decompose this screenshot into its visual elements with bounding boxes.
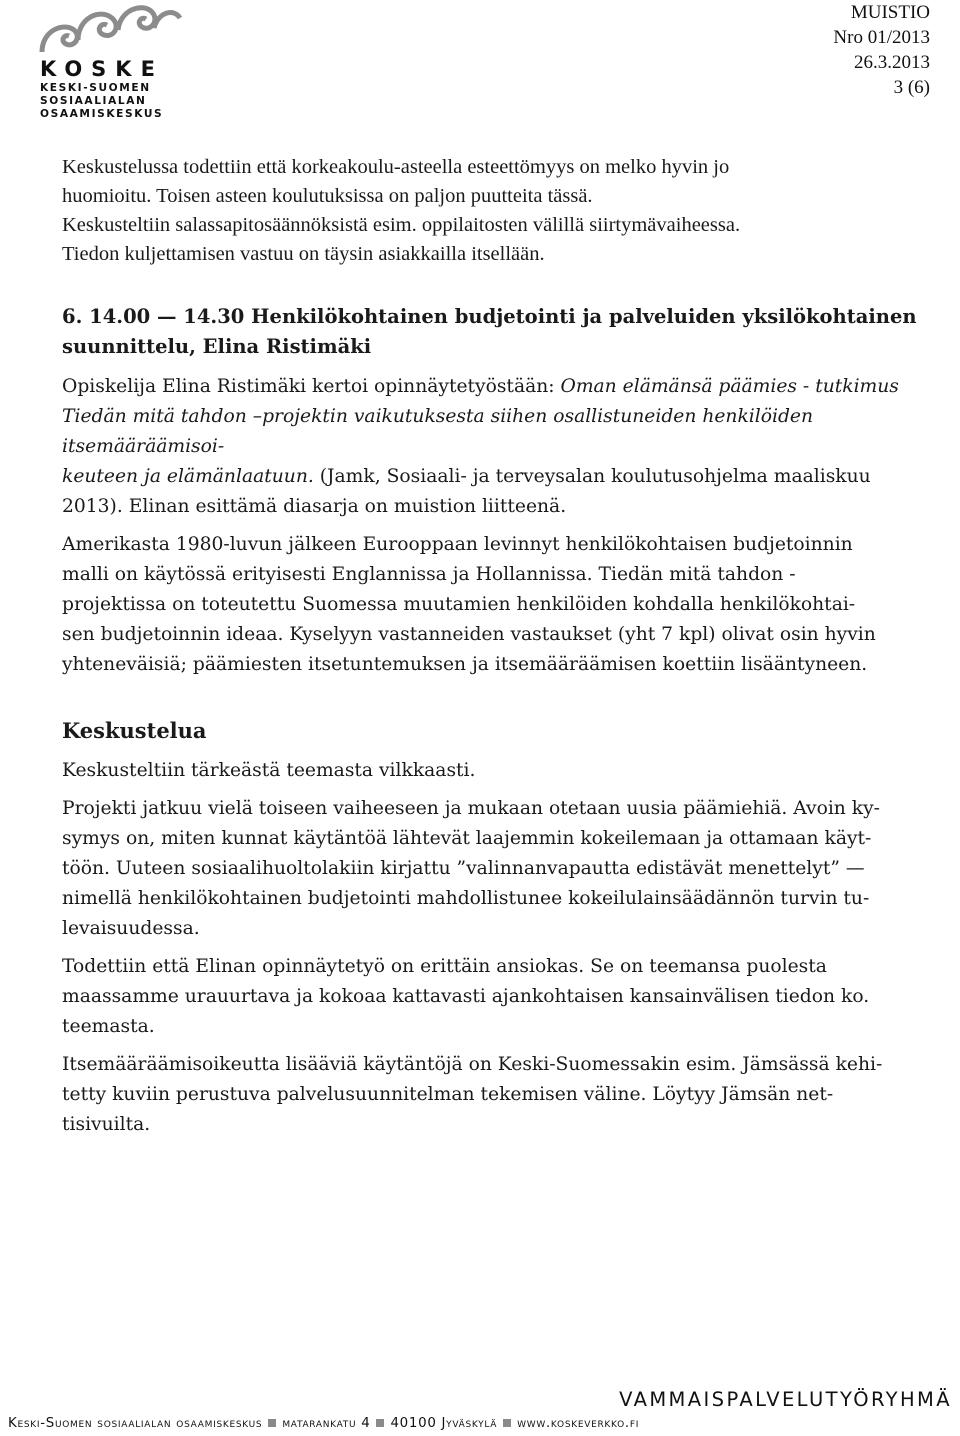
logo-name: KOSKE — [40, 57, 164, 81]
s6-p1-text-3: 2013). Elinan esittämä diasarja on muistion liitteenä. — [62, 496, 567, 517]
logo-subtitle-3: OSAAMISKESKUS — [40, 108, 164, 120]
d-p3-line2: maassamme urauurtava ja kokoaa kattavasti ajankohtaisen kansainvälisen tiedon ko. — [62, 986, 870, 1007]
d-p3-line1: Todettiin että Elinan opinnäytetyö on erittäin ansiokas. Se on teemansa puolesta — [62, 956, 827, 977]
document-header — [833, 0, 930, 100]
section-6-paragraph-2 — [62, 530, 932, 680]
intro-paragraph-1 — [62, 153, 932, 211]
d-p3-line3: teemasta. — [62, 1016, 155, 1037]
document-date: 26.3.2013 — [854, 52, 930, 73]
footer-org: Keski-Suomen sosiaalialan osaamiskeskus — [8, 1416, 263, 1431]
s6-p2-line1: Amerikasta 1980-luvun jälkeen Eurooppaan levinnyt henkilökohtaisen budjetoinnin — [62, 534, 853, 555]
discussion-paragraph-2 — [62, 794, 932, 944]
footer-city: 40100 Jyväskylä — [390, 1416, 498, 1431]
s6-p2-line2: malli on käytössä erityisesti Englannissa ja Hollannissa. Tiedän mitä tahdon - — [62, 564, 796, 585]
d-p2-line4: nimellä henkilökohtainen budjetointi mahdollistunee kokeilulainsäädännön turvin tu- — [62, 888, 870, 909]
intro-p2-line2: Tiedon kuljettamisen vastuu on täysin asiakkailla itsellään. — [62, 243, 545, 265]
intro-p1-line1: Keskustelussa todettiin että korkeakoulu-asteella esteettömyys on melko hyvin jo — [62, 156, 730, 178]
footer-separator-icon — [376, 1419, 384, 1427]
s6-p1-thesis-title-1: Oman elämänsä päämies - tutkimus — [560, 376, 899, 397]
intro-p2-line1: Keskusteltiin salassapitosäännöksistä esim. oppilaitosten välillä siirtymävaiheessa. — [62, 214, 741, 236]
d-p2-line3: töön. Uuteen sosiaalihuoltolakiin kirjattu ”valinnanvapautta edistävät menettelyt” — — [62, 858, 865, 879]
discussion-heading: Keskustelua — [62, 718, 207, 743]
s6-p2-line5: yhteneväisiä; päämiesten itsetuntemuksen ja itsemääräämisen koettiin lisääntyneen. — [62, 654, 868, 675]
s6-p1-text-1: Opiskelija Elina Ristimäki kertoi opinnäytetyöstään: — [62, 376, 561, 397]
footer-separator-icon — [268, 1419, 276, 1427]
s6-p2-line4: sen budjetoinnin ideaa. Kyselyyn vastanneiden vastaukset (yht 7 kpl) olivat osin hyvin — [62, 624, 876, 645]
d-p2-line5: levaisuudessa. — [62, 918, 200, 939]
document-body — [62, 153, 932, 1140]
d-p2-line1: Projekti jatkuu vielä toiseen vaiheeseen ja mukaan otetaan uusia päämiehiä. Avoin ky- — [62, 798, 880, 819]
s6-p1-text-2: (Jamk, Sosiaali- ja terveysalan koulutusohjelma maaliskuu — [313, 466, 871, 487]
footer-separator-icon — [503, 1419, 511, 1427]
section-6-heading-line1: 6. 14.00 — 14.30 Henkilökohtainen budjetointi ja palveluiden yksilökohtainen — [62, 305, 917, 328]
document-type: MUISTIO — [850, 2, 930, 23]
logo-subtitle-2: SOSIAALIALAN — [40, 95, 147, 107]
document-number: Nro 01/2013 — [833, 27, 930, 48]
section-6-heading-line2: suunnittelu, Elina Ristimäki — [62, 335, 372, 358]
intro-paragraph-2 — [62, 211, 932, 269]
section-6-heading — [62, 302, 932, 362]
logo-subtitle-1: KESKI-SUOMEN — [40, 82, 151, 94]
footer-title: VAMMAISPALVELUTYÖRYHMÄ — [619, 1388, 952, 1411]
d-p4-line1: Itsemääräämisoikeutta lisääviä käytäntöjä on Keski-Suomessakin esim. Jämsässä kehi- — [62, 1054, 883, 1075]
discussion-paragraph-1: Keskusteltiin tärkeästä teemasta vilkkaasti. — [62, 760, 476, 781]
footer-website-link[interactable]: www.koskeverkko.fi — [517, 1416, 640, 1431]
footer-address: matarankatu 4 — [282, 1416, 371, 1431]
intro-p1-line2: huomioitu. Toisen asteen koulutuksissa on paljon puutteita tässä. — [62, 185, 593, 207]
s6-p1-thesis-title-2: Tiedän mitä tahdon –projektin vaikutuksesta siihen osallistuneiden henkilöiden itsemääräämisoi- — [62, 406, 814, 457]
section-6-paragraph-1 — [62, 372, 932, 522]
discussion-paragraph-4 — [62, 1050, 932, 1140]
d-p4-line2: tetty kuviin perustuva palvelusuunnitelman tekemisen väline. Löytyy Jämsän net- — [62, 1084, 834, 1105]
page-number: 3 (6) — [893, 77, 930, 98]
logo-spiral-icon — [34, 0, 184, 60]
footer-bar — [0, 1412, 960, 1436]
discussion-paragraph-3 — [62, 952, 932, 1042]
koske-logo — [34, 0, 184, 122]
s6-p1-thesis-title-3: keuteen ja elämänlaatuun. — [62, 466, 314, 487]
d-p4-line3: tisivuilta. — [62, 1114, 151, 1135]
d-p2-line2: symys on, miten kunnat käytäntöä lähtevät laajemmin kokeilemaan ja ottamaan käyt- — [62, 828, 872, 849]
s6-p2-line3: projektissa on toteutettu Suomessa muutamien henkilöiden kohdalla henkilökohtai- — [62, 594, 856, 615]
